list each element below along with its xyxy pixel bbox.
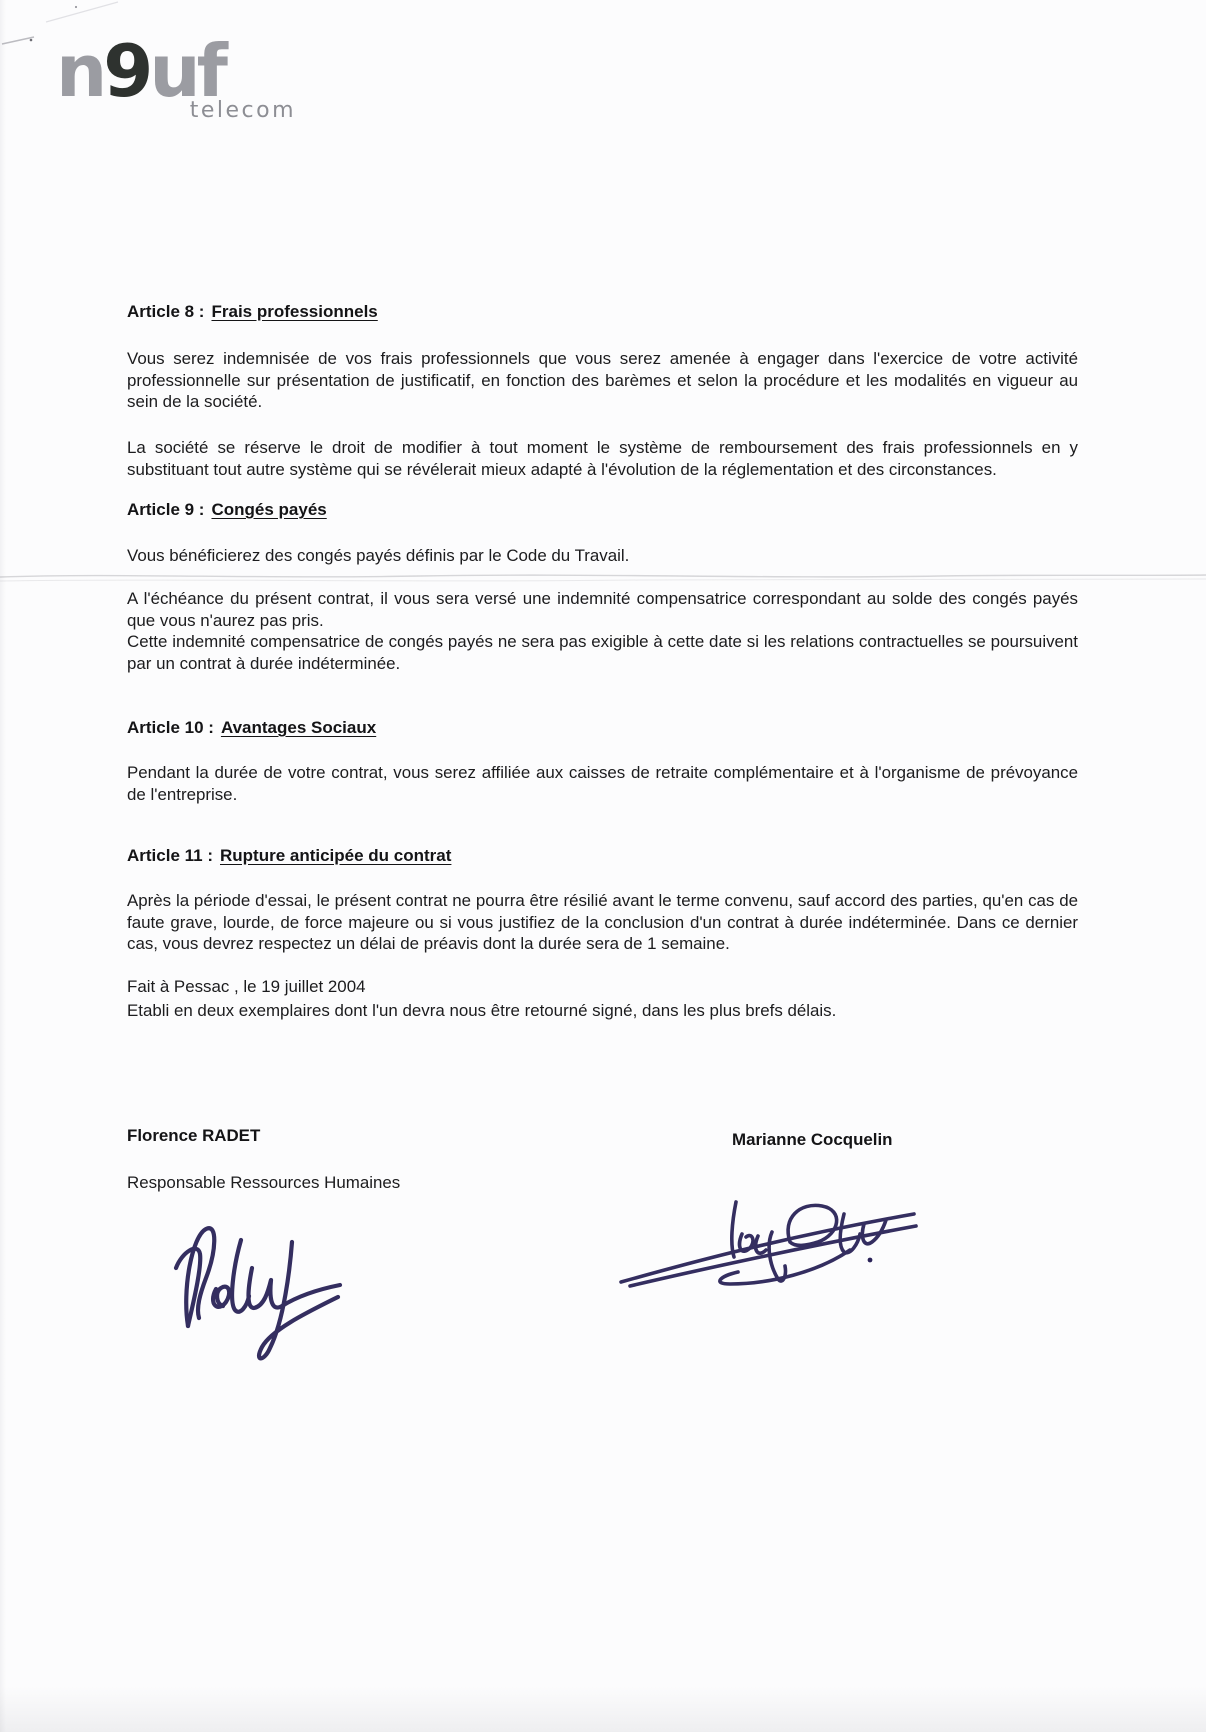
article-8-label: Article 8 : [127, 302, 205, 321]
signer-right-name: Marianne Cocquelin [732, 1130, 893, 1149]
article-9-paragraph-block [127, 588, 1078, 674]
article-11-heading [127, 846, 1078, 866]
article-8-paragraph-1: Vous serez indemnisée de vos frais professionnels que vous serez amenée à engager dans l'exercice de votre activité professionnelle sur présentation de justificatif, en fonction des barèmes et selon la procédure et les modalités en vigueur au sein de la société. [127, 349, 1078, 412]
article-11-label: Article 11 : [127, 846, 213, 865]
closing-copies-note: Etabli en deux exemplaires dont l'un devra nous être retourné signé, dans les plus brefs délais. [127, 1000, 837, 1020]
signature-florence-radet [168, 1216, 378, 1368]
article-10-heading [127, 718, 1078, 738]
article-8-paragraph-2: La société se réserve le droit de modifier à tout moment le système de remboursement des frais professionnels en y substituant tout autre système qui se révélerait mieux adapté à l'évolution de la réglementation et des circonstances. [127, 438, 1078, 479]
article-8-title: Frais professionnels [211, 302, 378, 321]
logo-letters-uf: uf [149, 29, 224, 113]
scan-bottom-shadow [0, 1686, 1206, 1732]
article-9-paragraph-1: Vous bénéficierez des congés payés définis par le Code du Travail. [127, 546, 630, 565]
article-11-title: Rupture anticipée du contrat [220, 846, 452, 865]
scan-crease-line [0, 570, 1206, 586]
article-9-label: Article 9 : [127, 500, 205, 519]
article-8-heading [127, 302, 1078, 322]
article-9-title: Congés payés [211, 500, 327, 519]
article-10-paragraph-1: Pendant la durée de votre contrat, vous serez affiliée aux caisses de retraite complémentaire et à l'organisme de prévoyance de l'entreprise. [127, 763, 1078, 804]
signature-marianne-cocquelin [618, 1194, 918, 1290]
closing-place-date: Fait à Pessac , le 19 juillet 2004 [127, 977, 366, 996]
article-9-heading [127, 500, 1078, 520]
article-9-paragraph-3: Cette indemnité compensatrice de congés payés ne sera pas exigible à cette date si les relations contractuelles se poursuivent par un contrat à durée indéterminée. [127, 632, 1078, 673]
signature-ink-dot [868, 1258, 873, 1263]
article-11-paragraph-1: Après la période d'essai, le présent contrat ne pourra être résilié avant le terme convenu, sauf accord des parties, qu'en cas de faute grave, lourde, de force majeure ou si vous justifiez de la conclusion d'un contrat à durée indéterminée. Dans ce dernier cas, vous devrez respectez un délai de préavis dont la durée sera de 1 semaine. [127, 891, 1078, 954]
article-9-paragraph-2: A l'échéance du présent contrat, il vous sera versé une indemnité compensatrice correspondant au solde des congés payés que vous n'aurez pas pris. [127, 589, 1078, 630]
scan-corner-artifact [0, 0, 130, 60]
signer-left-name: Florence RADET [127, 1126, 261, 1145]
logo-letter-9: 9 [103, 29, 150, 113]
article-10-label: Article 10 : [127, 718, 214, 737]
closing-block [127, 975, 1078, 1022]
scan-left-edge-shadow [0, 0, 6, 1732]
signer-left-role: Responsable Ressources Humaines [127, 1173, 401, 1192]
logo-telecom-label: telecom [189, 98, 296, 123]
article-10-title: Avantages Sociaux [220, 718, 377, 737]
logo-letter-n: n [56, 29, 104, 113]
